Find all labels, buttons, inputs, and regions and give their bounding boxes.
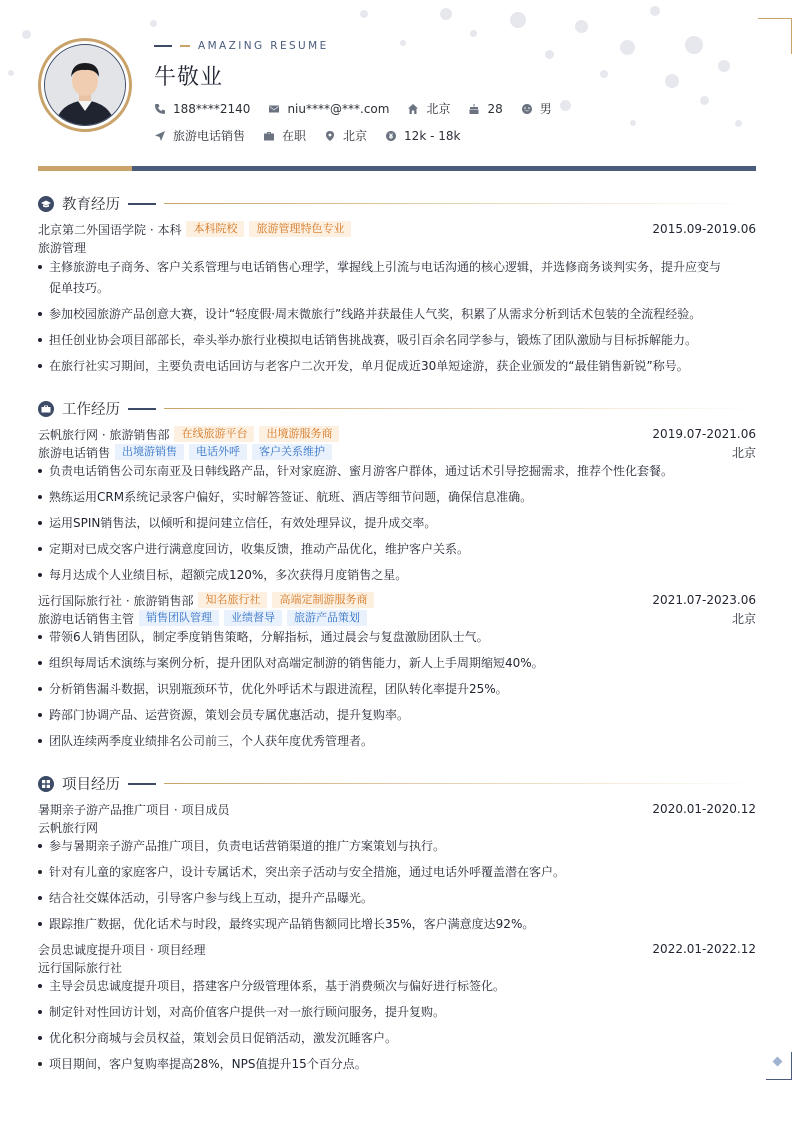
- job-role: 旅游电话销售: [38, 445, 111, 460]
- salary-value: 12k - 18k: [404, 128, 461, 143]
- list-item: 每月达成个人业绩目标，超额完成120%，多次获得月度销售之星。: [38, 565, 728, 586]
- intent-status: [263, 127, 306, 144]
- list-item: 项目期间，客户复购率提高28%，NPS值提升15个百分点。: [38, 1054, 728, 1075]
- list-item: 定期对已成交客户进行满意度回访，收集反馈，推动产品优化，维护客户关系。: [38, 539, 728, 560]
- role-tag: 出境游销售: [115, 444, 184, 460]
- intent-city-value: 北京: [343, 129, 368, 143]
- company-tag: 知名旅行社: [198, 592, 267, 608]
- send-icon: [154, 130, 166, 142]
- home-icon: [407, 103, 419, 115]
- list-item: 运用SPIN销售法，以倾听和提问建立信任，有效处理异议，提升成交率。: [38, 513, 728, 534]
- intent-position: [154, 127, 245, 144]
- school-tag: 本科院校: [186, 221, 244, 237]
- list-item: 结合社交媒体活动，引导客户参与线上互动，提升产品曝光。: [38, 888, 728, 909]
- list-item: 主修旅游电子商务、客户关系管理与电话销售心理学，掌握线上引流与电话沟通的核心逻辑，并选修商务谈判实务，提升应变与促单技巧。: [38, 257, 728, 299]
- section-title-education: [38, 193, 756, 214]
- gender-value: 男: [539, 102, 552, 116]
- job-date: 2021.07-2023.06: [652, 593, 756, 607]
- education-header: [38, 220, 756, 238]
- company-tag: 出境游服务商: [259, 426, 339, 442]
- project-date: 2022.01-2022.12: [652, 942, 756, 956]
- tagline-accent-bar: [180, 45, 190, 47]
- role-tag: 旅游产品策划: [287, 610, 367, 626]
- project-name: 暑期亲子游产品推广项目 · 项目成员: [38, 802, 230, 817]
- list-item: 优化积分商城与会员权益，策划会员日促销活动，激发沉睡客户。: [38, 1028, 728, 1049]
- contact-gender: [521, 100, 552, 117]
- list-item: 跨部门协调产品、运营资源，策划会员专属优惠活动，提升复购率。: [38, 705, 728, 726]
- list-item: 团队连续两季度业绩排名公司前三，个人获年度优秀管理者。: [38, 731, 728, 752]
- role-tag: 业绩督导: [224, 610, 282, 626]
- education-date: 2015.09-2019.06: [652, 222, 756, 236]
- job-city: 北京: [731, 611, 756, 626]
- role-tag: 销售团队管理: [139, 610, 219, 626]
- job-role-row: [38, 609, 756, 627]
- tagline: [154, 40, 329, 52]
- list-item: 主导会员忠诚度提升项目，搭建客户分级管理体系，基于消费频次与偏好进行标签化。: [38, 976, 728, 997]
- briefcase-icon: [38, 401, 54, 417]
- corner-decoration-top-right: [758, 18, 792, 54]
- money-icon: [385, 130, 397, 142]
- graduation-cap-icon: [38, 196, 54, 212]
- section-heading: 教育经历: [62, 197, 120, 213]
- job-city: 北京: [731, 445, 756, 460]
- list-item: 负责电话销售公司东南亚及日韩线路产品，针对家庭游、蜜月游客户群体，通过话术引导挖掘需求，推荐个性化套餐。: [38, 461, 728, 482]
- grid-icon: [38, 776, 54, 792]
- section-title-work: [38, 398, 756, 419]
- job-intent-row: [154, 127, 478, 144]
- list-item: 组织每周话术演练与案例分析，提升团队对高端定制游的销售能力，新人上手周期缩短40%。: [38, 653, 728, 674]
- role-tag: 电话外呼: [189, 444, 247, 460]
- school-tag: 旅游管理特色专业: [249, 221, 351, 237]
- company-tag: 在线旅游平台: [174, 426, 254, 442]
- project-org: 云帆旅行网: [38, 820, 99, 835]
- briefcase-icon: [263, 130, 275, 142]
- project-name: 会员忠诚度提升项目 · 项目经理: [38, 942, 206, 957]
- section-title-projects: [38, 773, 756, 794]
- tagline-bar: [154, 45, 172, 47]
- tagline-text: AMAZING RESUME: [198, 40, 329, 52]
- location-pin-icon: [324, 130, 336, 142]
- contact-city: [407, 100, 450, 117]
- job-header: [38, 591, 756, 609]
- phone-icon: [154, 103, 166, 115]
- job-header: [38, 425, 756, 443]
- position-value: 旅游电话销售: [173, 129, 246, 143]
- mail-icon: [268, 103, 280, 115]
- project-header: [38, 940, 756, 958]
- contact-phone: [154, 102, 250, 116]
- list-item: 参加校园旅游产品创意大赛，设计“轻度假·周末微旅行”线路并获最佳人气奖，积累了从需求分析到话术包装的全流程经验。: [38, 304, 728, 325]
- list-item: 担任创业协会项目部部长，牵头举办旅行业模拟电话销售挑战赛，吸引百余名同学参与，锻炼了团队激励与目标拆解能力。: [38, 330, 728, 351]
- project-org-row: [38, 958, 756, 976]
- list-item: 熟练运用CRM系统记录客户偏好，实时解答签证、航班、酒店等细节问题，确保信息准确。: [38, 487, 728, 508]
- intent-salary: [385, 129, 460, 143]
- role-tag: 客户关系维护: [252, 444, 332, 460]
- job-date: 2019.07-2021.06: [652, 427, 756, 441]
- company-tag: 高端定制游服务商: [272, 592, 374, 608]
- contact-email: [268, 102, 389, 116]
- section-heading: 工作经历: [62, 402, 120, 418]
- candidate-name: 牛敬业: [154, 65, 224, 90]
- list-item: 针对有儿童的家庭客户，设计专属话术，突出亲子活动与安全措施，通过电话外呼覆盖潜在客户。: [38, 862, 728, 883]
- project-org-row: [38, 818, 756, 836]
- corner-decoration-bottom-right: [766, 1052, 792, 1080]
- list-item: 在旅行社实习期间，主要负责电话回访与老客户二次开发，单月促成近30单短途游，获企业颁发的“最佳销售新锐”称号。: [38, 356, 728, 377]
- list-item: 带领6人销售团队，制定季度销售策略，分解指标，通过晨会与复盘激励团队士气。: [38, 627, 728, 648]
- company-name: 远行国际旅行社 · 旅游销售部: [38, 593, 194, 608]
- project-header: [38, 800, 756, 818]
- list-item: 参与暑期亲子游产品推广项目，负责电话营销渠道的推广方案策划与执行。: [38, 836, 728, 857]
- project-org: 远行国际旅行社: [38, 960, 123, 975]
- project-date: 2020.01-2020.12: [652, 802, 756, 816]
- smile-icon: [521, 103, 533, 115]
- job-role: 旅游电话销售主管: [38, 611, 135, 626]
- contact-row: [154, 100, 570, 117]
- age-value: 28: [487, 101, 503, 116]
- city-value: 北京: [426, 102, 451, 116]
- list-item: 分析销售漏斗数据，识别瓶颈环节，优化外呼话术与跟进流程，团队转化率提升25%。: [38, 679, 728, 700]
- phone-value: 188****2140: [173, 101, 251, 116]
- education-major-row: [38, 238, 756, 256]
- email-value: niu****@***.com: [287, 101, 390, 116]
- header-divider: [38, 166, 756, 171]
- list-item: 制定针对性回访计划，对高价值客户提供一对一旅行顾问服务，提升复购。: [38, 1002, 728, 1023]
- list-item: 跟踪推广数据，优化话术与时段，最终实现产品销售额同比增长35%，客户满意度达92%。: [38, 914, 728, 935]
- cake-icon: [468, 103, 480, 115]
- company-name: 云帆旅行网 · 旅游销售部: [38, 427, 170, 442]
- contact-age: [468, 102, 502, 116]
- section-heading: 项目经历: [62, 777, 120, 793]
- school-name: 北京第二外国语学院 · 本科: [38, 222, 182, 237]
- intent-city: [324, 127, 367, 144]
- avatar: [38, 38, 132, 132]
- job-role-row: [38, 443, 756, 461]
- avatar-photo: [44, 44, 126, 126]
- major-name: 旅游管理: [38, 240, 87, 255]
- status-value: 在职: [282, 129, 307, 143]
